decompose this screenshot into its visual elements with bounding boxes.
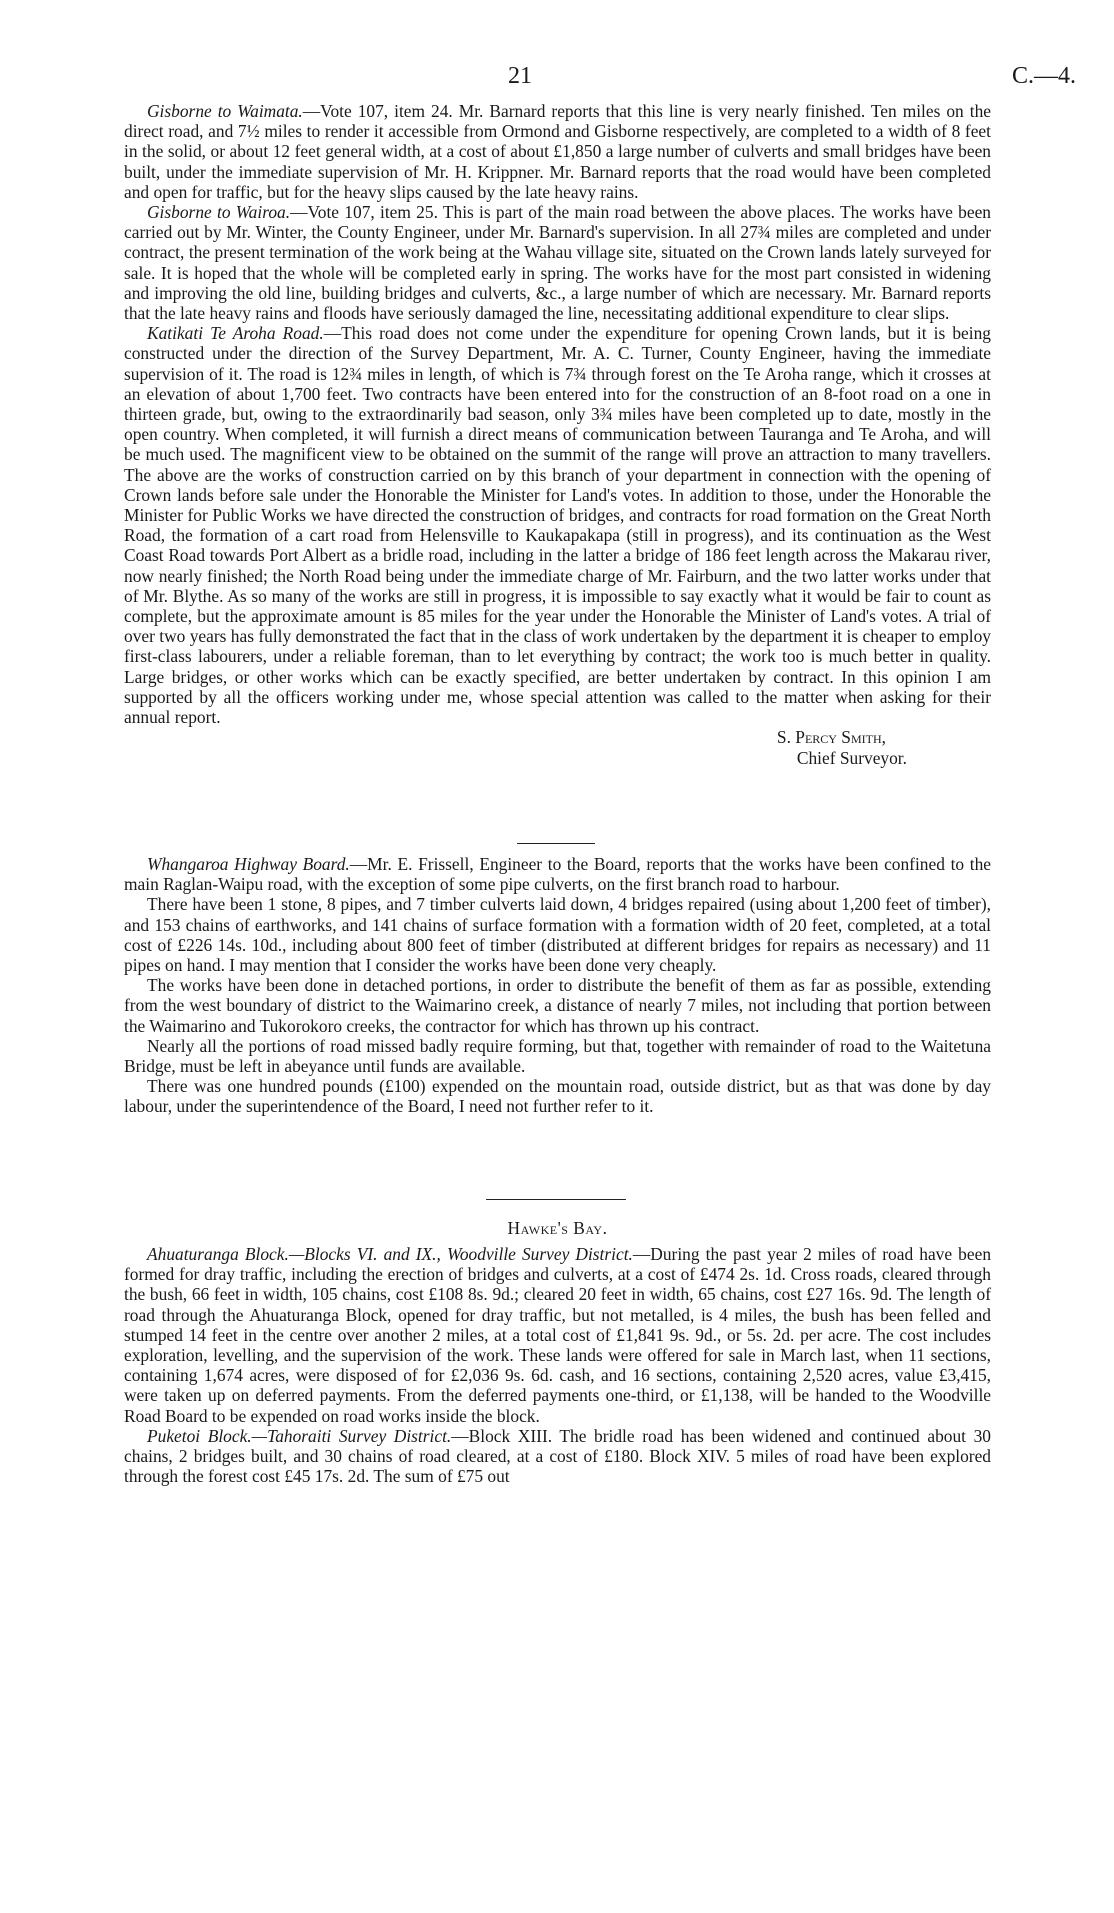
paragraph-mountain-road: There was one hundred pounds (£100) expended on the mountain road, outside district, but as that was done by day labour, under the superintendence of the Board, I need not further refer to it.: [124, 1076, 991, 1117]
paragraph-title: Puketoi Block.—Tahoraiti Survey District.: [147, 1425, 452, 1446]
paragraph-culverts: There have been 1 stone, 8 pipes, and 7 timber culverts laid down, 4 bridges repaired (using about 1,200 feet of timber), and 153 chains of earthworks, and 141 chains of surface formation with a formation width of 20 feet, completed, at a total cost of £226 14s. 10d., including about 800 feet of timber (distributed at different bridges for repairs as necessary) and 11 pipes on hand. I may mention that I consider the works have been done very cheaply.: [124, 894, 991, 976]
section-heading-hawkes-bay: Hawke's Bay.: [507, 1218, 608, 1238]
section-hawkes-bay: [124, 1244, 991, 1486]
paragraph-whangaroa-lead: [124, 854, 991, 894]
section-whangaroa-highway-board: [124, 854, 991, 1117]
page-number: 21: [508, 63, 532, 89]
paragraph-title: Ahuaturanga Block.—Blocks VI. and IX., Woodville Survey District.: [147, 1244, 633, 1264]
paragraph-text: —During the past year 2 miles of road have been formed for dray traffic, including the erection of bridges and culverts, at a cost of £474 2s. 1d. Cross roads, cleared through the bush, 66 feet in width, 105 chains, cost £108 8s. 9d.; cleared 20 feet in width, 65 chains, cost £27 16s. 9d. The length of road through the Ahuaturanga Block, opened for dray traffic, but not metalled, is 4 miles, the bush has been felled and stumped 14 feet in the centre over another 2 miles, at a total cost of £1,841 9s. 9d., or 5s. 2d. per acre. The cost includes exploration, levelling, and the supervision of the work. These lands were offered for sale in March last, when 11 sections, containing 1,674 acres, were disposed of for £2,036 9s. 6d. cash, and 16 sections, containing 2,520 acres, value £3,415, were taken up on deferred payments. From the deferred payments one-third, or £1,138, will be handed to the Woodville Road Board to be expended on road works inside the block.: [124, 1244, 992, 1426]
paragraph-gisborne-waimata: [124, 101, 991, 202]
paragraph-title: Gisborne to Waimata.: [147, 101, 303, 121]
section-chief-surveyor-report: [124, 101, 991, 768]
page-reference: C.—4.: [1012, 63, 1077, 89]
paragraph-text: —Block XIII. The bridle road has been widened and continued about 30 chains, 2 bridges built, and 30 chains of road cleared, at a cost of £180. Block XIV. 5 miles of road have been explored through the forest cost £45 17s. 2d. The sum of £75 out: [124, 1425, 991, 1487]
paragraph-puketoi-block: [124, 1426, 991, 1487]
page-header: [0, 63, 1114, 94]
paragraph-title: Whangaroa Highway Board.: [147, 854, 350, 874]
paragraph-text: —Mr. E. Frissell, Engineer to the Board, reports that the works have been confined to the main Raglan-Waipu road, with the exception of some pipe culverts, on the first branch road to harbour.: [124, 854, 992, 895]
paragraph-detached-portions: The works have been done in detached portions, in order to distribute the benefit of them as far as possible, extending from the west boundary of district to the Waimarino creek, a distance of nearly 7 miles, not including that portion between the Waimarino and Tukorokoro creeks, the contractor for which has thrown up his contract.: [124, 975, 991, 1036]
paragraph-katikati-te-aroha: [124, 323, 991, 727]
paragraph-gisborne-wairoa: [124, 202, 991, 323]
paragraph-text: —Vote 107, item 25. This is part of the main road between the above places. The works have been carried out by Mr. Winter, the County Engineer, under Mr. Barnard's supervision. In all 27¾ miles are completed and under contract, the present termination of the work being at the Wahau village site, situated on the Crown lands lately surveyed for sale. It is hoped that the whole will be completed early in spring. The works have for the most part consisted in widening and improving the old line, building bridges and culverts, &c., a large number of which are necessary. Mr. Barnard reports that the late heavy rains and floods have seriously damaged the line, necessitating additional expenditure to clear slips.: [124, 202, 991, 324]
paragraph-title: Katikati Te Aroha Road.: [147, 323, 324, 344]
paragraph-road-forming: Nearly all the portions of road missed badly require forming, but that, together with remainder of road to the Waitetuna Bridge, must be left in abeyance until funds are available.: [124, 1035, 991, 1077]
section-divider: [517, 843, 595, 844]
paragraph-ahuaturanga-block: [124, 1244, 991, 1426]
paragraph-text: —Vote 107, item 24. Mr. Barnard reports that this line is very nearly finished. Ten miles on the direct road, and 7½ miles to render it accessible from Ormond and Gisborne respectively, are completed to a width of 8 feet in the solid, or about 12 feet general width, at a cost of about £1,850 a large number of culverts and small bridges have been built, under the immediate supervision of Mr. H. Krippner. Mr. Barnard reports that the road would have been completed and open for traffic, but for the heavy slips caused by the late heavy rains.: [124, 101, 991, 202]
paragraph-title: Gisborne to Wairoa.: [147, 202, 291, 223]
paragraph-text: —This road does not come under the expenditure for opening Crown lands, but it is being constructed under the direction of the Survey Department, Mr. A. C. Turner, County Engineer, having the immediate supervision of it. The road is 12¾ miles in length, of which is 7¾ through forest on the Te Aroha range, which it crosses at an elevation of about 1,700 feet. Two contracts have been entered into for the construction of an 8-foot road on a one in thirteen grade, but, owing to the extraordinarily bad season, only 3¾ miles have been completed up to date, mostly in the open country. When completed, it will furnish a direct means of communication between Tauranga and Te Aroha, and will be much used. The magnificent view to be obtained on the summit of the range will prove an attraction to many travellers. The above are the works of construction carried on by this branch of your department in connection with the opening of Crown lands before sale under the Honorable the Minister for Land's votes. In addition to those, under the Honorable the Minister for Public Works we have directed the construction of bridges, and contracts for road formation on the Great North Road, the formation of a cart road from Helensville to Kaukapakapa (still in progress), and its continuation as the West Coast Road towards Port Albert as a bridle road, including in the latter a bridge of 186 feet length across the Makarau river, now nearly finished; the North Road being under the immediate charge of Mr. Fairburn, and the two latter works under that of Mr. Blythe. As so many of the works are still in progress, it is impossible to say exactly what it would be fair to count as complete, but the approximate amount is 85 miles for the year under the Honorable the Minister of Land's votes. A trial of over two years has fully demonstrated the fact that in the class of work undertaken by the department it is cheaper to employ first-class labourers, under a reliable foreman, than to let everything by contract; the work too is much better in quality. Large bridges, or other works which can be exactly specified, are better undertaken by contract. In this opinion I am supported by all the officers working under me, whose special attention was called to the matter when asking for their annual report.: [124, 323, 991, 728]
section-divider: [486, 1199, 626, 1200]
signature-title: Chief Surveyor.: [796, 747, 907, 768]
signature-name: S. Percy Smith,: [776, 727, 886, 748]
